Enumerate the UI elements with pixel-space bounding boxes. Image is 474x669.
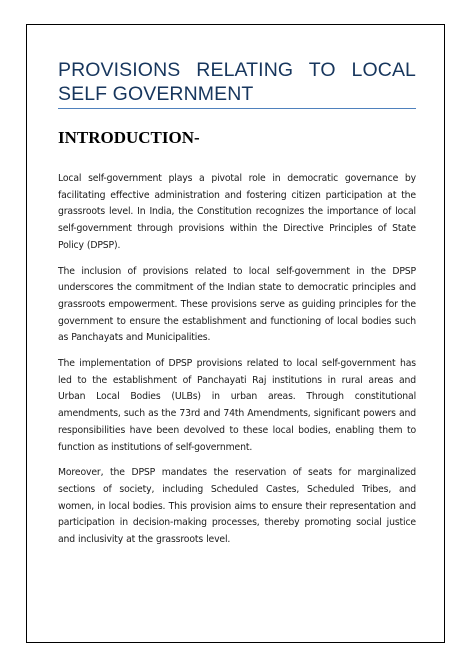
body-text — [58, 171, 416, 558]
paragraph-4: Moreover, the DPSP mandates the reservation of seats for marginalized sections of society, including Scheduled Castes, Scheduled Tribes, and women, in local bodies. This provision aims to ensure their representation and participation in decision-making processes, thereby promoting social justice and inclusivity at the grassroots level. — [58, 467, 416, 546]
paragraph-2: The inclusion of provisions related to local self-government in the DPSP underscores the commitment of the Indian state to democratic principles and grassroots empowerment. These provisions serve as guiding principles for the government to ensure the establishment and functioning of local bodies such as Panchayats and Municipalities. — [58, 265, 416, 344]
paragraph-3: The implementation of DPSP provisions related to local self-government has led to the establishment of Panchayati Raj institutions in rural areas and Urban Local Bodies (ULBs) in urban areas. Through constitutional amendments, such as the 73rd and 74th Amendments, significant powers and responsibilities have been devolved to these local bodies, enabling them to function as institutions of self-government. — [58, 358, 416, 453]
document-title: PROVISIONS RELATING TO LOCAL SELF GOVERNMENT — [58, 59, 416, 105]
paragraph-1: Local self-government plays a pivotal role in democratic governance by facilitating effective administration and fostering citizen participation at the grassroots level. In India, the Constitution recognizes the importance of local self-government through provisions within the Directive Principles of State Policy (DPSP). — [58, 173, 416, 251]
title-underline — [58, 108, 416, 109]
section-heading: INTRODUCTION- — [58, 128, 200, 147]
